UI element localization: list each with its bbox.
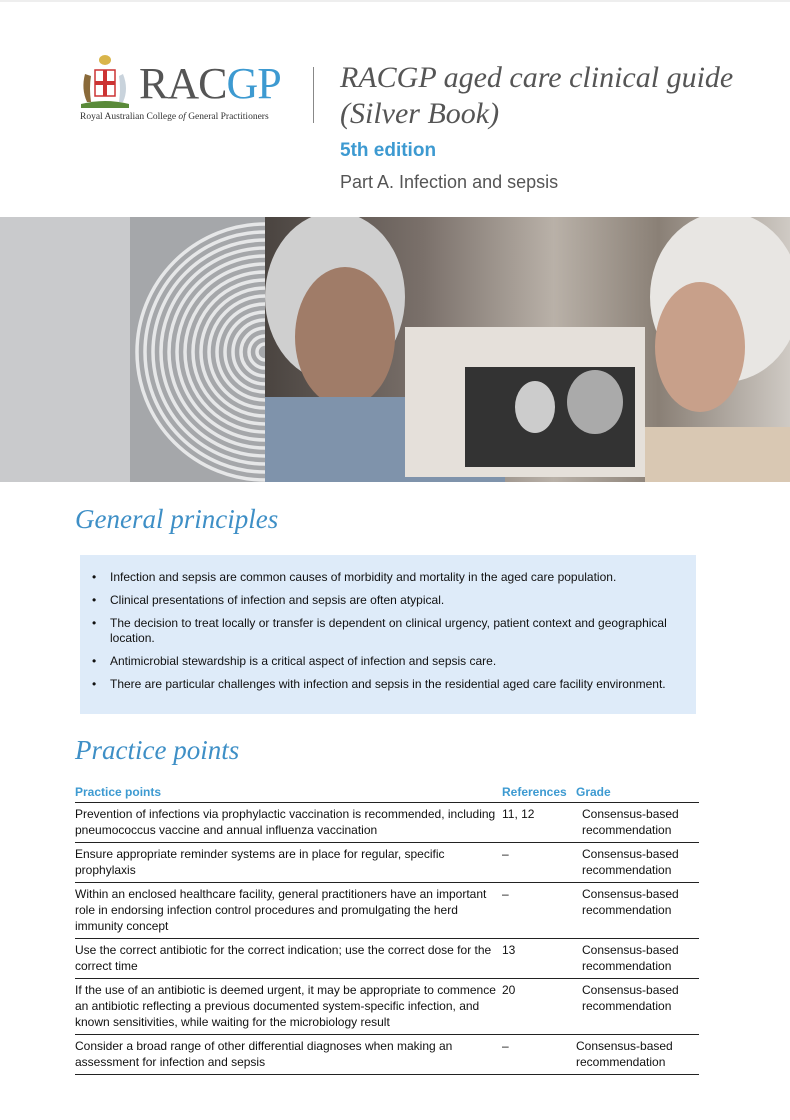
- practice-point-cell: Ensure appropriate reminder systems are in place for regular, specific prophylaxis: [75, 843, 502, 883]
- logo-wordmark: RACGP: [139, 59, 281, 108]
- part-label: Part A. Infection and sepsis: [340, 172, 559, 192]
- logo-subtitle: Royal Australian College of General Practitioners: [80, 112, 269, 122]
- column-header: References: [502, 782, 576, 803]
- list-item: • There are particular challenges with infection and sepsis in the residential aged care facility environment.: [92, 677, 666, 691]
- racgp-logo: [77, 54, 287, 126]
- document-title: RACGP aged care clinical guide (Silver Book): [340, 61, 734, 130]
- grade-cell: Consensus-based recommendation: [576, 803, 699, 843]
- list-item: • The decision to treat locally or transfer is dependent on clinical urgency, patient context and geographical location.: [92, 616, 667, 645]
- coat-of-arms-icon: [77, 54, 133, 108]
- practice-points-heading: Practice points: [75, 735, 240, 765]
- table-row: [75, 803, 699, 843]
- general-principles-box: [80, 555, 696, 714]
- list-item: • Antimicrobial stewardship is a critical aspect of infection and sepsis care.: [92, 654, 497, 668]
- references-cell: 13: [502, 939, 576, 979]
- practice-point-cell: Prevention of infections via prophylactic vaccination is recommended, including pneumococcus vaccine and annual influenza vaccination: [75, 803, 502, 843]
- practice-point-cell: Use the correct antibiotic for the correct indication; use the correct dose for the correct time: [75, 939, 502, 979]
- list-item: • Clinical presentations of infection and sepsis are often atypical.: [92, 593, 445, 607]
- column-header: Practice points: [75, 782, 502, 803]
- table-row: [75, 843, 699, 883]
- elderly-couple-photo: [265, 217, 790, 482]
- list-item: • Infection and sepsis are common causes of morbidity and mortality in the aged care population.: [92, 570, 617, 584]
- practice-point-cell: Consider a broad range of other differential diagnoses when making an assessment for infection and sepsis: [75, 1035, 502, 1075]
- banner-gray-block: [0, 217, 130, 482]
- references-cell: –: [502, 883, 576, 939]
- banner-concentric-pattern: [130, 217, 265, 482]
- grade-cell: Consensus-based recommendation: [576, 1035, 699, 1075]
- references-cell: 20: [502, 979, 576, 1035]
- grade-cell: Consensus-based recommendation: [576, 979, 699, 1035]
- practice-point-cell: If the use of an antibiotic is deemed urgent, it may be appropriate to commence an antibiotic reflecting a previous documented system-specific infection, and known sensitivities, while waiting for the microbiology result: [75, 979, 502, 1035]
- grade-cell: Consensus-based recommendation: [576, 883, 699, 939]
- practice-point-cell: Within an enclosed healthcare facility, general practitioners have an important role in endorsing infection control procedures and promulgating the herd immunity concept: [75, 883, 502, 939]
- references-cell: 11, 12: [502, 803, 576, 843]
- edition-label: 5th edition: [340, 140, 437, 161]
- grade-cell: Consensus-based recommendation: [576, 939, 699, 979]
- table-row: [75, 979, 699, 1035]
- header-divider: [313, 67, 314, 123]
- table-header-row: [75, 782, 699, 803]
- table-row: [75, 883, 699, 939]
- references-cell: –: [502, 843, 576, 883]
- practice-points-table: [75, 782, 699, 1075]
- page-edge: [0, 0, 790, 2]
- column-header: Grade: [576, 782, 699, 803]
- hero-banner: [0, 217, 790, 482]
- references-cell: –: [502, 1035, 576, 1075]
- table-row: [75, 1035, 699, 1075]
- general-principles-heading: General principles: [75, 504, 279, 534]
- table-row: [75, 939, 699, 979]
- grade-cell: Consensus-based recommendation: [576, 843, 699, 883]
